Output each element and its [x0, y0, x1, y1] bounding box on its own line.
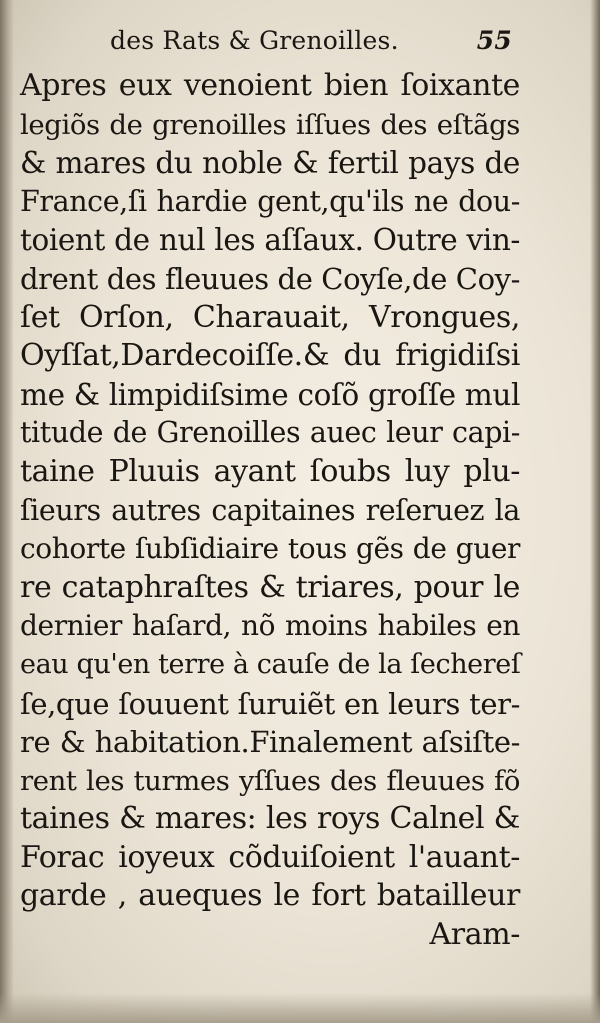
page-right-edge-shadow — [590, 0, 600, 1023]
text-line: drent des fleuues de Coyſe,de Coy- — [20, 261, 521, 296]
text-line: Forac ioyeux cõduiſoient l'auant- — [20, 839, 520, 875]
page-left-edge-shadow — [0, 0, 14, 1023]
text-line: ſe,que ſouuent ſuruiẽt en leurs ter- — [20, 686, 520, 721]
text-line: legiõs de grenoilles iſſues des eſtãgs — [20, 108, 520, 141]
text-line: re & habitation.Finalement aſsiſte- — [20, 725, 520, 760]
text-line: rent les turmes yſſues des fleuues fõ — [20, 764, 520, 797]
text-block — [20, 67, 520, 955]
running-title: des Rats & Grenoilles. — [110, 26, 399, 55]
text-line: re cataphraſtes & triares, pour le — [20, 569, 520, 605]
text-line: garde , aueques le fort batailleur — [20, 878, 520, 914]
text-line: me & limpidiſsime coſõ groſſe mul — [20, 377, 520, 412]
text-line: France,ſi hardie gent,qu'ils ne dou- — [20, 184, 520, 218]
page-number: 55 — [476, 26, 512, 55]
page-header — [110, 26, 512, 62]
text-line: titude de Grenoilles auec leur capi- — [20, 416, 520, 450]
text-line: ſet Orſon, Charauait, Vrongues, — [20, 299, 520, 335]
text-line: taine Pluuis ayant ſoubs luy plu- — [20, 453, 520, 489]
text-line: dernier haſard, nõ moins habiles en — [20, 609, 520, 643]
catchword: Aram- — [429, 917, 520, 953]
text-line: Apres eux venoient bien ſoixante — [20, 68, 520, 103]
text-line: & mares du noble & fertil pays de — [20, 146, 520, 181]
text-line: ſieurs autres capitaines reſeruez la — [20, 493, 520, 527]
text-line: Oyſſat,Dardecoiſſe.& du frigidiſsi — [20, 338, 520, 374]
text-line: cohorte ſubſidiaire tous gẽs de guer — [20, 532, 520, 566]
text-line: toient de nul les aſſaux. Outre vin- — [20, 223, 520, 258]
text-line: taines & mares: les roys Calnel & — [20, 801, 520, 837]
text-line: eau qu'en terre à cauſe de la ſechereſ — [20, 648, 521, 680]
page-bottom-edge-shadow — [0, 993, 600, 1023]
